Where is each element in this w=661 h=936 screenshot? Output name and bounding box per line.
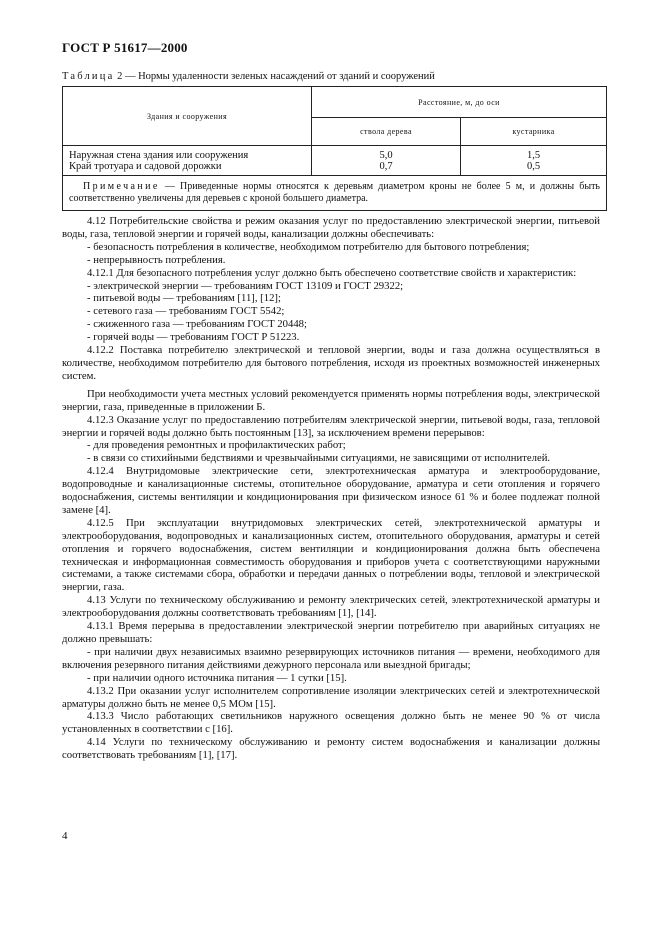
paragraph: - сетевого газа — требованиям ГОСТ 5542;: [87, 305, 285, 318]
paragraph: 4.12 Потребительские свойства и режим оказания услуг по предоставлению электрической энергии, питьевой воды, газа, тепловой энергии и горячей воды, канализации должны обеспечивать:: [62, 215, 600, 240]
paragraph: 4.13 Услуги по техническому обслуживанию и ремонту электрических сетей, электротехнической арматуры и электрооборудования должны соответствовать требованиям [1], [14].: [62, 594, 600, 620]
paragraph: - для проведения ремонтных и профилактических работ;: [87, 439, 346, 452]
trunk-values-cell: [312, 146, 461, 176]
trunk-value: 0,7: [379, 160, 393, 172]
paragraph: 4.13.1 Время перерыва в предоставлении электрической энергии потребителю при аварийных ситуациях не должно превышать:: [62, 620, 600, 645]
paragraph: - питьевой воды — требованиям [11], [12];: [87, 292, 281, 305]
paragraph: - при наличии двух независимых взаимно резервирующих источников питания — времени, необходимого для включения резервного питания действиями дежурного персонала или выездной бригады;: [62, 645, 600, 671]
note-label: Примечание: [83, 181, 160, 192]
page-number: 4: [62, 830, 68, 842]
paragraph: - безопасность потребления в количестве, необходимом потребителю для бытового потребления;: [87, 240, 530, 253]
paragraph: 4.13.2 При оказании услуг исполнителем сопротивление изоляции электрических сетей и электротехнической арматуры должно быть не менее 0,5 МОм [15].: [62, 684, 600, 710]
paragraph: - сжиженного газа — требованиям ГОСТ 20448;: [87, 318, 307, 331]
row-name: Наружная стена здания или сооружения: [69, 149, 249, 161]
paragraph: 4.14 Услуги по техническому обслуживанию и ремонту систем водоснабжения и канализации должны соответствовать требованиям [1], [17].: [62, 736, 600, 762]
table-caption: [62, 71, 435, 82]
document-header: ГОСТ Р 51617—2000: [62, 40, 188, 55]
header-buildings: Здания и сооружения: [63, 87, 312, 146]
table-caption-text: 2 — Нормы удаленности зеленых насаждений от зданий и сооружений: [114, 71, 435, 82]
table-caption-label: Таблица: [62, 71, 115, 82]
paragraph: - непрерывность потребления.: [87, 253, 226, 266]
note-text: — Приведенные нормы относятся к деревьям диаметром кроны не более 5 м, и должны быть соответственно увеличены для деревьев с кроной большего диаметра.: [69, 181, 600, 204]
paragraph: - в связи со стихийными бедствиями и чрезвычайными ситуациями, не зависящими от исполнителей.: [87, 452, 551, 465]
paragraph: 4.12.3 Оказание услуг по предоставлению потребителям электрической энергии, питьевой воды, газа, тепловой энергии и горячей воды должно быть постоянным [13], за исключением времени перерывов:: [62, 413, 600, 439]
row-names-cell: [63, 146, 312, 176]
header-bush: кустарника: [461, 118, 607, 146]
paragraph: - горячей воды — требованиям ГОСТ Р 51223.: [87, 331, 300, 344]
bush-value: 1,5: [526, 149, 541, 161]
bush-values-cell: [461, 146, 607, 176]
paragraph: 4.12.1 Для безопасного потребления услуг должно быть обеспечено соответствие свойств и характеристик:: [87, 266, 577, 279]
table-note: [63, 176, 607, 211]
norms-table: [62, 86, 607, 211]
paragraph: 4.13.3 Число работающих светильников наружного освещения должно быть не менее 90 % от числа установленных в соответствии с [16].: [62, 710, 600, 736]
paragraph: - при наличии одного источника питания — 1 сутки [15].: [87, 671, 347, 684]
paragraph: - электрической энергии — требованиям ГОСТ 13109 и ГОСТ 29322;: [87, 279, 404, 292]
paragraph: 4.12.4 Внутридомовые электрические сети, электротехническая арматура и электрооборудование, водопроводные и канализационные системы, отопительное оборудование, арматура и сети отопления и горячего водоснабжения, системы вентиляции и кондиционирования при физическом износе 61 % и более подлежат полной замене [4].: [62, 465, 600, 516]
trunk-value: 5,0: [379, 149, 393, 161]
paragraph: 4.12.2 Поставка потребителю электрической и тепловой энергии, воды и газа должна осуществляться в количестве, необходимом потребителю для бытового потребления, исходя из проектных возможностей инженерных систем.: [62, 344, 600, 382]
header-trunk: ствола дерева: [312, 118, 461, 146]
paragraph: 4.12.5 При эксплуатации внутридомовых электрических сетей, электротехнической арматуры и электрооборудования, водопроводных и канализационных систем, отопительного оборудования, арматуры и сетей отопления и горячего водоснабжения, систем вентиляции и кондиционирования должна быть обеспечена техническая и информационная совместимость оборудования и приборов учета с соответствующими наружными системами, а также системами сбора, обработки и передачи данных о потреблении воды, тепловой и электрической энергии, газа.: [62, 516, 600, 594]
row-name: Край тротуара и садовой дорожки: [69, 160, 222, 172]
header-distance: Расстояние, м, до оси: [312, 87, 607, 118]
body-text: [62, 215, 600, 762]
paragraph: При необходимости учета местных условий рекомендуется применять нормы потребления воды, электрической энергии, газа, приведенные в приложении Б.: [62, 387, 600, 413]
bush-value: 0,5: [526, 160, 541, 172]
